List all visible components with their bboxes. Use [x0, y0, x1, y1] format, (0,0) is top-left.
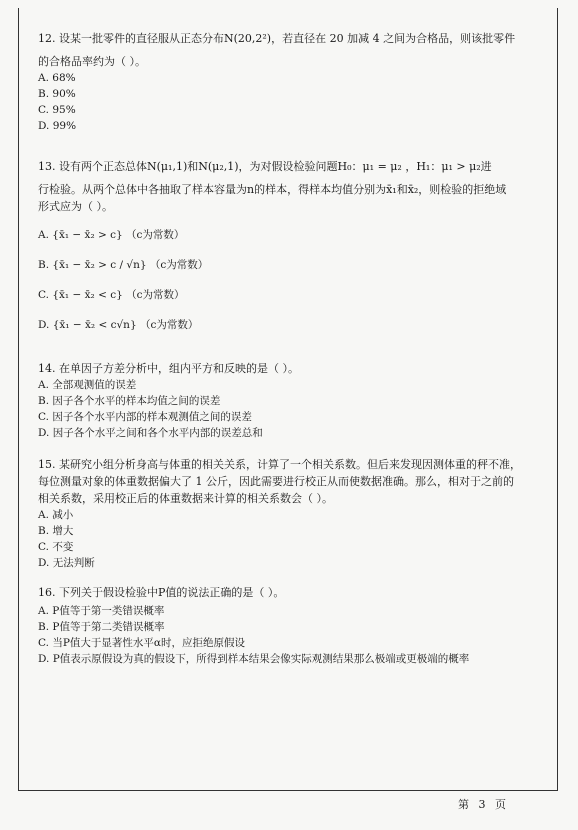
question-stem: 相关系数，采用校正后的体重数据来计算的相关系数会（ ）。 — [38, 492, 333, 505]
option-a: A. P值等于第一类错误概率 — [38, 605, 165, 617]
question-stem: 15. 某研究小组分析身高与体重的相关关系，计算了一个相关系数。但后来发现因测体重的秤不准， — [38, 458, 521, 471]
question-15 — [38, 456, 548, 571]
option-c: C. 因子各个水平内部的样本观测值之间的误差 — [38, 411, 252, 423]
option-a: A. {x̄₁ − x̄₂ > c} （c为常数） — [38, 229, 185, 241]
question-14 — [38, 360, 548, 441]
question-stem: 的合格品率约为（ ）。 — [38, 55, 146, 68]
option-d: D. 99% — [38, 120, 77, 132]
option-b: B. 因子各个水平的样本均值之间的误差 — [38, 395, 221, 407]
question-stem: 行检验。从两个总体中各抽取了样本容量为n的样本，得样本均值分别为x̄₁和x̄₂，则检验的拒绝域 — [38, 183, 507, 196]
option-b: B. P值等于第二类错误概率 — [38, 621, 165, 633]
option-a: A. 减小 — [38, 509, 74, 521]
option-d: D. P值表示原假设为真的假设下，所得到样本结果会像实际观测结果那么极端或更极端的概率 — [38, 653, 470, 665]
option-c: C. 当P值大于显著性水平α时，应拒绝原假设 — [38, 637, 245, 649]
option-d: D. {x̄₁ − x̄₂ < c√n} （c为常数） — [38, 319, 199, 331]
option-b: B. 增大 — [38, 525, 74, 537]
option-c: C. {x̄₁ − x̄₂ < c} （c为常数） — [38, 289, 185, 301]
question-stem: 13. 设有两个正态总体N(μ₁,1)和N(μ₂,1)，为对假设检验问题H₀：μ₁ = μ₂ ，H₁：μ₁ > μ₂进 — [38, 160, 492, 173]
question-13 — [38, 158, 548, 333]
question-12 — [38, 30, 548, 134]
option-a: A. 68% — [38, 72, 76, 84]
question-stem: 16. 下列关于假设检验中P值的说法正确的是（ ）。 — [38, 586, 285, 599]
question-stem: 形式应为（ ）。 — [38, 200, 113, 213]
option-a: A. 全部观测值的误差 — [38, 379, 137, 391]
page-number: 第 3 页 — [458, 798, 509, 811]
question-stem: 12. 设某一批零件的直径服从正态分布N(20,2²)，若直径在 20 加减 4 之间为合格品，则该批零件 — [38, 32, 516, 45]
question-16 — [38, 584, 548, 667]
option-c: C. 95% — [38, 104, 76, 116]
question-stem: 14. 在单因子方差分析中，组内平方和反映的是（ ）。 — [38, 362, 299, 375]
option-c: C. 不变 — [38, 541, 74, 553]
option-d: D. 无法判断 — [38, 557, 95, 569]
option-b: B. 90% — [38, 88, 76, 100]
option-b: B. {x̄₁ − x̄₂ > c / √n} （c为常数） — [38, 259, 209, 271]
option-d: D. 因子各个水平之间和各个水平内部的误差总和 — [38, 427, 263, 439]
question-stem: 每位测量对象的体重数据偏大了 1 公斤，因此需要进行校正从而使数据准确。那么，相对于之前的 — [38, 475, 514, 488]
